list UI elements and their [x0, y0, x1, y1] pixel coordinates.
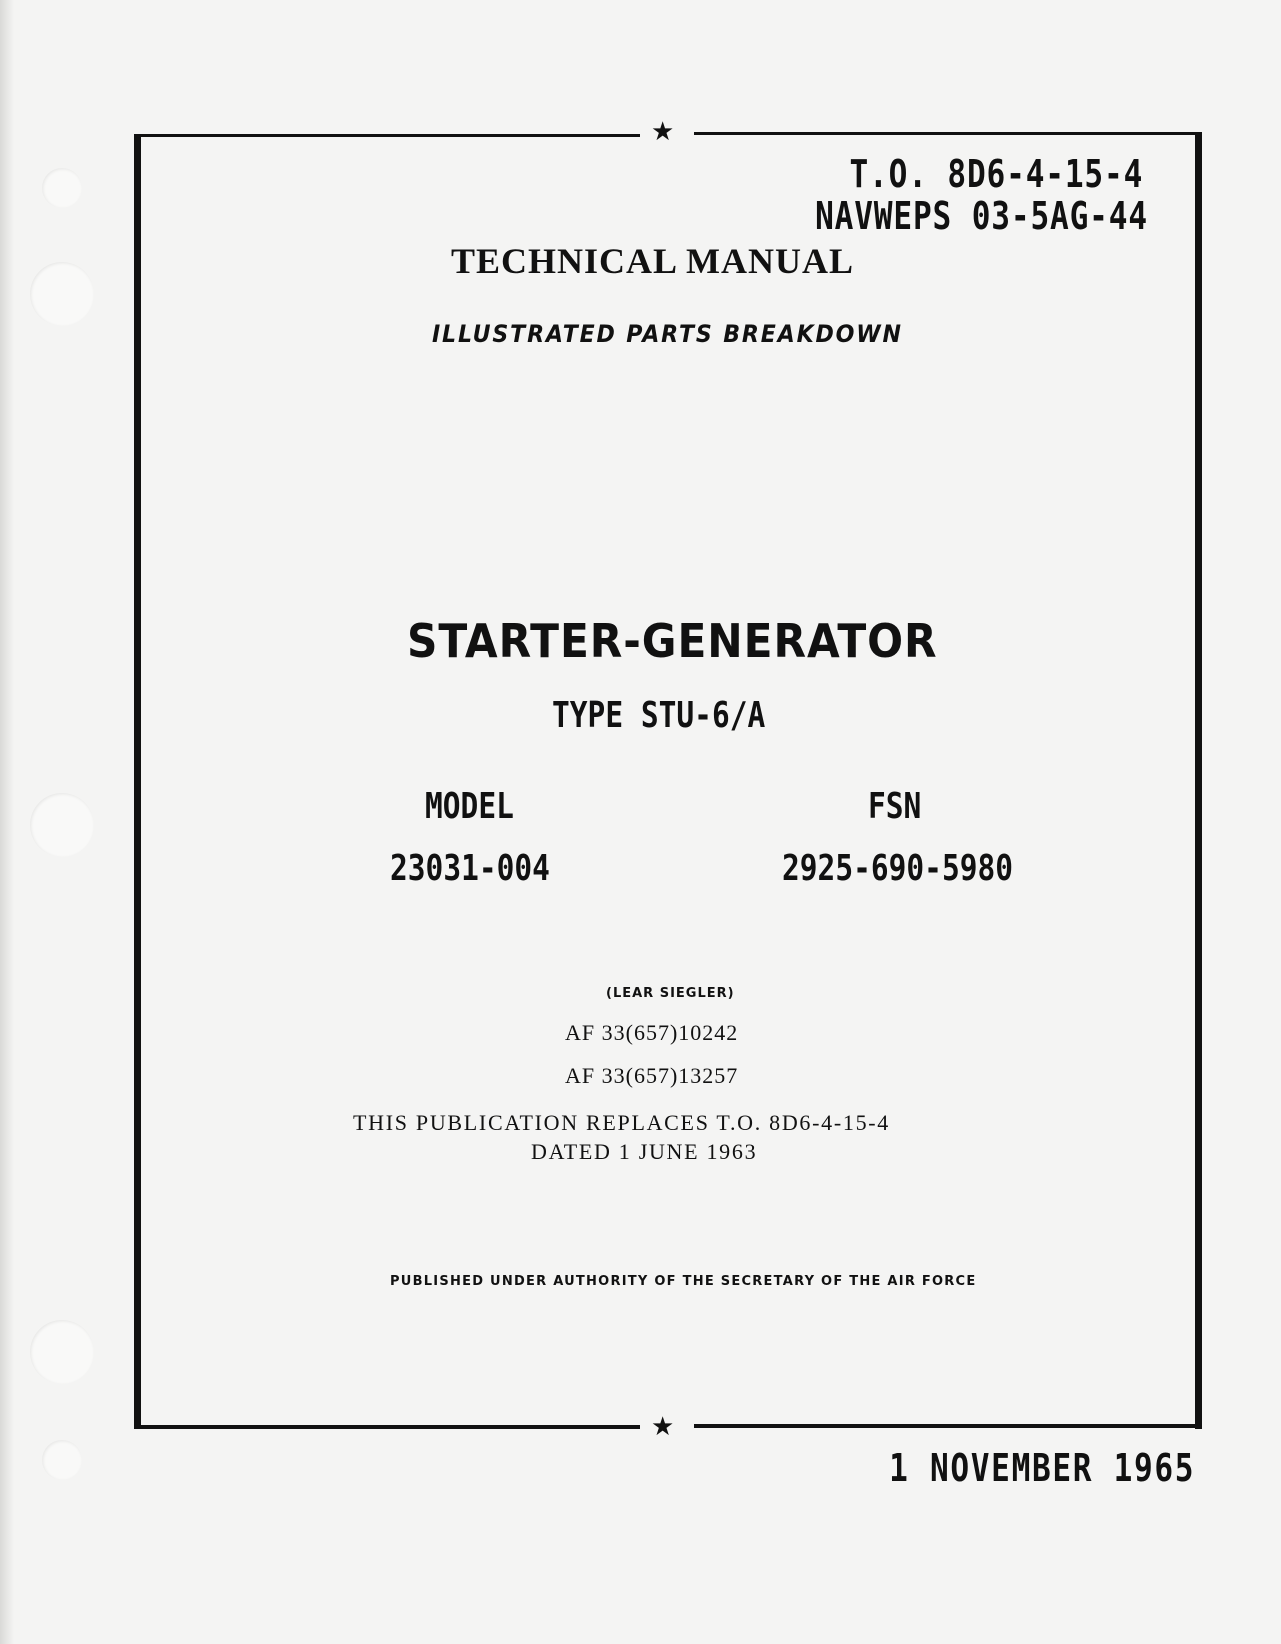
- frame-right: [1195, 132, 1202, 1429]
- model-value: 23031-004: [390, 848, 550, 889]
- punch-hole: [30, 1320, 94, 1384]
- frame-bottom-left: [134, 1425, 640, 1429]
- punch-hole: [42, 168, 82, 208]
- replaces-notice: THIS PUBLICATION REPLACES T.O. 8D6-4-15-4: [353, 1110, 890, 1135]
- punch-hole: [42, 1440, 82, 1480]
- fsn-label: FSN: [868, 786, 922, 827]
- authority-statement: PUBLISHED UNDER AUTHORITY OF THE SECRETARY OF THE AIR FORCE: [390, 1274, 977, 1289]
- frame-top-left: [134, 134, 640, 137]
- navweps-number: NAVWEPS 03-5AG-44: [815, 194, 1148, 238]
- star-icon: ★: [643, 119, 682, 145]
- frame-top-right: [694, 132, 1202, 135]
- frame-bottom-right: [694, 1424, 1202, 1428]
- equipment-title: STARTER-GENERATOR: [407, 614, 938, 668]
- manual-type: TECHNICAL MANUAL: [451, 241, 855, 281]
- fsn-value: 2925-690-5980: [782, 848, 1014, 889]
- manufacturer: (LEAR SIEGLER): [606, 986, 735, 1001]
- manual-subtitle: ILLUSTRATED PARTS BREAKDOWN: [432, 320, 903, 348]
- frame-left: [134, 134, 141, 1429]
- equipment-type: TYPE STU-6/A: [552, 695, 766, 736]
- publication-date: 1 NOVEMBER 1965: [888, 1446, 1195, 1490]
- replaces-date: DATED 1 JUNE 1963: [531, 1139, 758, 1164]
- model-label: MODEL: [425, 786, 514, 827]
- to-number: T.O. 8D6-4-15-4: [849, 152, 1143, 196]
- punch-hole: [30, 793, 94, 857]
- punch-hole: [30, 262, 94, 326]
- page-edge-shadow: [0, 0, 14, 1644]
- star-icon: ★: [643, 1414, 682, 1440]
- contract-number: AF 33(657)13257: [565, 1063, 739, 1088]
- contract-number: AF 33(657)10242: [565, 1020, 739, 1045]
